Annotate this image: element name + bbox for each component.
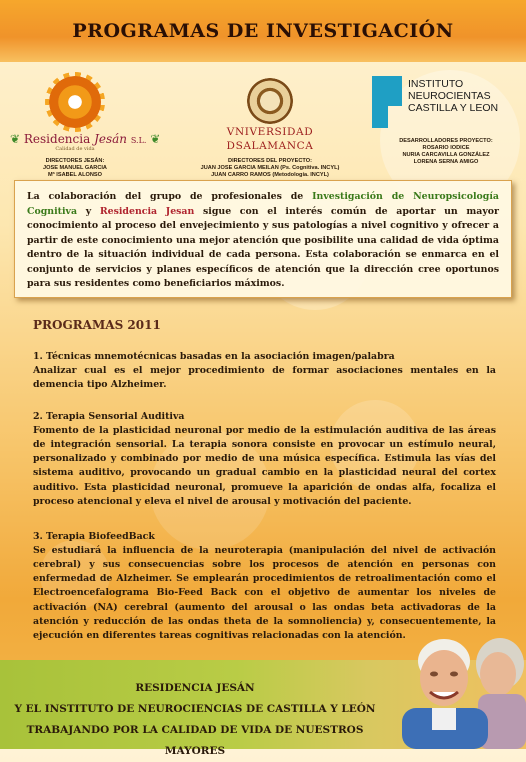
page-title: PROGRAMAS DE INVESTIGACIÓN xyxy=(72,20,454,42)
intro-highlight-residencia: Residencia Jesan xyxy=(99,205,195,217)
intro-highlight-neuropsicologia: Investigación de Neuropsicología Cognitiva xyxy=(27,191,499,217)
usal-brand-line1: VNIVERSIDAD xyxy=(226,126,314,138)
usal-directors-title: DIRECTORES DEL PROYECTO: xyxy=(228,158,312,165)
usal-director-1: JUAN JOSE GARCIA MEILAN (Ps. Cognitiva. INCYL) xyxy=(200,165,340,172)
usal-brand-line2: DSALAMANCA xyxy=(226,140,314,153)
program-item xyxy=(33,410,496,509)
university-seal-icon xyxy=(247,78,293,124)
jesan-brand-name: Jesán xyxy=(94,132,128,146)
program-body: Fomento de la plasticidad neuronal por medio de la estimulación auditiva de las áreas de integración sensorial. La terapia sonora consiste en provocar un estímulo neural, personalizado y combinado por medio de una música específica. Estimula las vías del sistema auditivo, provocando un gradual cambio en la plasticidad neural del cortex auditivo. Esta plasticidad neuronal, promueve la aparición de ondas alfa, focaliza el proceso atencional y eleva el nivel de arousal y motivación del paciente. xyxy=(33,425,496,507)
program-body: Analizar cual es el mejor procedimiento de formar asociaciones mentales en la demencia tipo Alzheimer. xyxy=(33,365,496,391)
leaf-icon: ❦ xyxy=(10,132,21,146)
jesan-tagline: Calidad de vida xyxy=(55,146,95,152)
intro-text-2: y xyxy=(77,205,100,217)
footer-line-3: TRABAJANDO POR LA CALIDAD DE VIDA DE NUESTROS MAYORES xyxy=(26,724,364,757)
jesan-directors-title: DIRECTORES JESÁN: xyxy=(45,158,105,164)
intro-text-1: La colaboración del grupo de profesionales de xyxy=(27,191,313,202)
developer-2: NURIA CARCAVILLA GONZÁLEZ xyxy=(402,151,490,158)
leaf-icon: ❦ xyxy=(150,132,161,146)
developer-3: LORENA SERNA AMIGO xyxy=(413,158,479,165)
jesan-brand xyxy=(10,132,161,146)
inco-line-1: INSTITUTO xyxy=(408,78,464,90)
inco-line-3: CASTILLA Y LEON xyxy=(408,102,499,115)
program-title: 2. Terapia Sensorial Auditiva xyxy=(33,411,185,422)
instituto-neurociencias-logo xyxy=(372,76,520,166)
sun-icon xyxy=(49,76,101,128)
inco-logo-icon xyxy=(372,76,402,128)
jesan-director-1: JOSE MANUEL GARCIA xyxy=(43,164,107,171)
developers-title: DESARROLLADORES PROYECTO: xyxy=(399,138,493,144)
inco-brand xyxy=(372,76,520,128)
jesan-director-2: Mª ISABEL ALONSO xyxy=(48,171,102,178)
usal-director-2: JUAN CARRO RAMOS (Metodología. INCYL) xyxy=(211,172,329,179)
intro-box xyxy=(14,180,512,298)
developer-1: ROSARIO IODICE xyxy=(422,144,470,151)
inco-developers xyxy=(372,138,520,166)
universidad-salamanca-logo xyxy=(190,78,350,179)
program-title: 1. Técnicas mnemotécnicas basadas en la asociación imagen/palabra xyxy=(33,351,395,362)
program-body: Se estudiará la influencia de la neuroterapia (manipulación del nivel de activación cerebral) y sus consecuencias sobre los procesos de atención en personas con enfermedad de Alzheimer. Se emplearán procedimientos de retroalimentación como el Electroencefalograma Bio-Feed Back con el objetivo de aumentar los niveles de activación (NA) cerebral (aumento del arousal o las ondas beta activadoras de la atención y reducción de las ondas theta de la somnoliencia) y, consecuentemente, la ejecución en diferentes tareas cognitivas relacionadas con la atención. xyxy=(33,545,496,641)
jesan-brand-suffix: S.L. xyxy=(130,136,147,145)
footer-line-2: Y EL INSTITUTO DE NEUROCIENCIAS DE CASTILLA Y LEÓN xyxy=(14,703,376,715)
residencia-jesan-logo xyxy=(10,76,161,179)
program-item xyxy=(33,350,496,392)
jesan-brand-prefix: Residencia xyxy=(23,132,91,146)
logos-row xyxy=(0,62,526,180)
inco-name xyxy=(408,76,498,114)
page-header xyxy=(0,0,526,62)
footer-text xyxy=(0,678,390,762)
programs-heading: PROGRAMAS 2011 xyxy=(33,318,161,332)
intro-text-3: sigue con el interés común de aportar un mayor conocimiento al proceso del envejecimiento y sus patologías a nivel cognitivo y ofrecer a partir de este conocimiento una mejor atención que posibilite una calidad de vida óptima dentro de la situación individual de cada persona. Esta colaboración se enmarca en el conjunto de servicios y planes específicos de atención que la dirección cree oportunos para sus residentes como beneficiarios máximos. xyxy=(27,205,499,290)
inco-line-2: NEUROCIENTAS xyxy=(408,90,491,103)
footer-line-1: RESIDENCIA JESÁN xyxy=(135,682,255,694)
elderly-couple-image xyxy=(392,616,526,749)
program-title: 3. Terapia BiofeedBack xyxy=(33,531,155,542)
